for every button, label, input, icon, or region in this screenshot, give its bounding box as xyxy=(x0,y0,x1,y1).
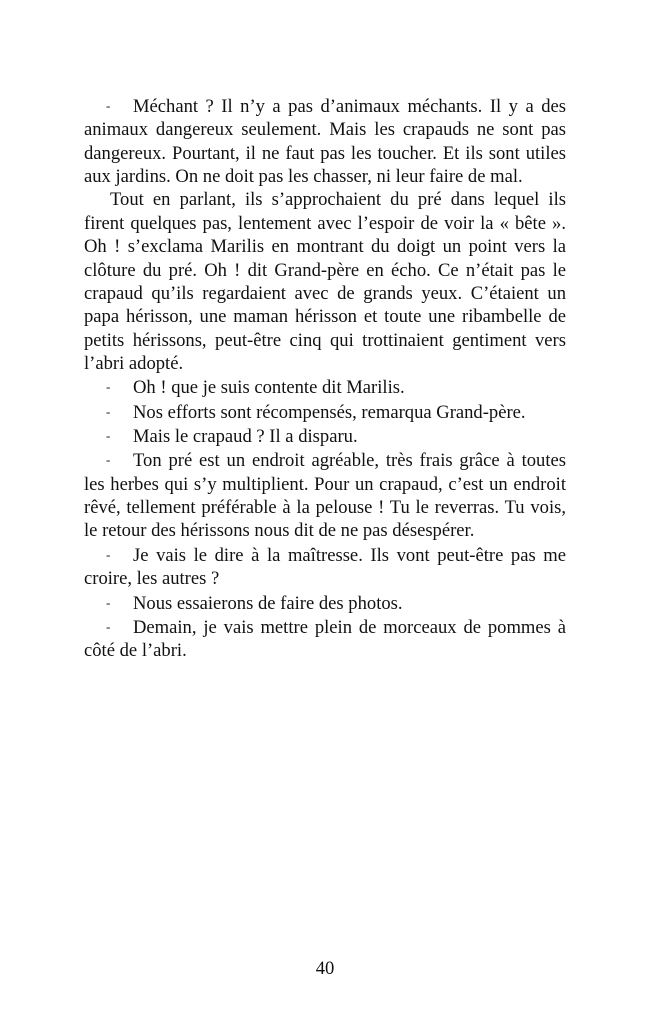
paragraph-text: Demain, je vais mettre plein de morceaux de pommes à côté de l’abri. xyxy=(84,616,566,662)
paragraph-text: Mais le crapaud ? Il a disparu. xyxy=(133,426,358,448)
dialogue-dash: - xyxy=(106,594,111,610)
paragraph-text: Oh ! que je suis contente dit Marilis. xyxy=(133,377,405,399)
paragraph-text: Tout en parlant, ils s’approchaient du pré dans lequel ils firent quelques pas, lentement avec l’espoir de voir la « bête ». Oh ! s’exclama Marilis en montrant du doigt un point vers la clôture du pré. Oh ! dit Grand-père en écho. Ce n’était pas le crapaud qu’ils regardaient avec de grands yeux. C’étaient un papa hérisson, une maman hérisson et toute une ribambelle de petits hérissons, peut-être cinq qui trottinaient gentiment vers l’abri adopté. xyxy=(84,189,566,374)
paragraph-text: Ton pré est un endroit agréable, très frais grâce à toutes les herbes qui s’y multiplient. Pour un crapaud, c’est un endroit rêvé, tellement préférable à la pelouse ! Tu le reverras. Tu vois, le retour des hérissons nous dit de ne pas désespérer. xyxy=(84,450,566,542)
dialogue-paragraph xyxy=(84,375,566,399)
dialogue-paragraph xyxy=(84,543,566,591)
dialogue-dash: - xyxy=(106,379,111,395)
dialogue-dash: - xyxy=(106,403,111,419)
paragraph-text: Nous essaierons de faire des photos. xyxy=(133,592,403,614)
paragraph-text: Méchant ? Il n’y a pas d’animaux méchants. Il y a des animaux dangereux seulement. Mais les crapauds ne sont pas dangereux. Pourtant, il ne faut pas les toucher. Et ils sont utiles aux jardins. On ne doit pas les chasser, ni leur faire de mal. xyxy=(84,96,566,188)
dialogue-paragraph xyxy=(84,591,566,615)
dialogue-dash: - xyxy=(106,452,111,468)
dialogue-paragraph xyxy=(84,94,566,188)
dialogue-dash: - xyxy=(106,428,111,444)
page-number: 40 xyxy=(315,958,335,979)
paragraph-text: Je vais le dire à la maîtresse. Ils vont peut-être pas me croire, les autres ? xyxy=(84,544,566,590)
dialogue-paragraph xyxy=(84,400,566,424)
dialogue-dash: - xyxy=(106,546,111,562)
dialogue-dash: - xyxy=(106,98,111,113)
dialogue-paragraph xyxy=(84,424,566,448)
dialogue-paragraph xyxy=(84,448,566,542)
dialogue-paragraph xyxy=(84,615,566,663)
narration-paragraph xyxy=(84,188,566,375)
paragraph-text: Nos efforts sont récompensés, remarqua Grand-père. xyxy=(133,401,526,423)
page-body-text xyxy=(84,94,566,663)
dialogue-dash: - xyxy=(106,618,111,634)
